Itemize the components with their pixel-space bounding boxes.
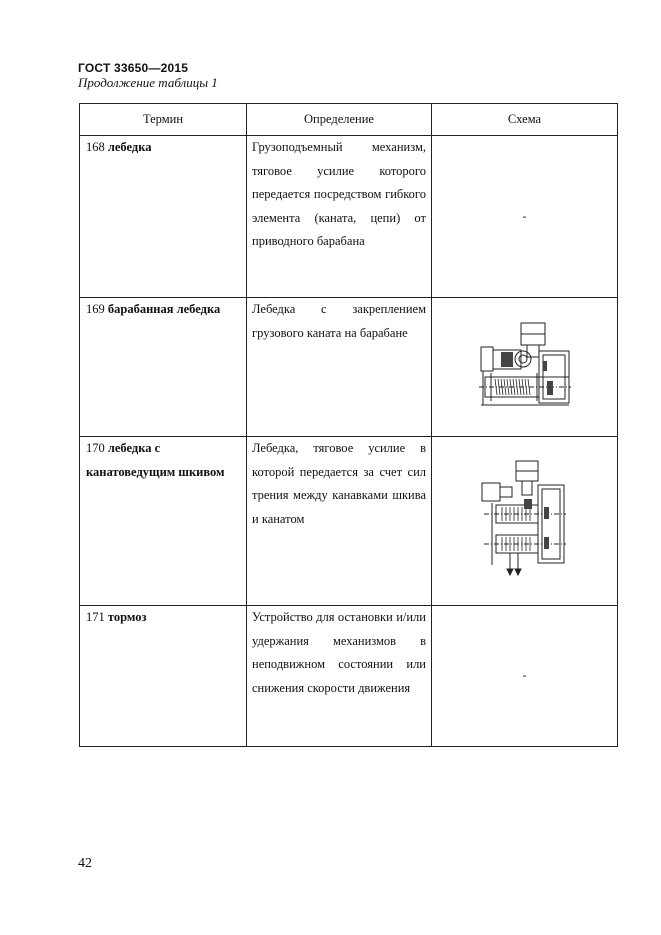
term-number: 170 xyxy=(86,441,105,455)
column-header-term: Термин xyxy=(80,104,247,136)
term-number: 169 xyxy=(86,302,105,316)
table-row xyxy=(80,606,618,747)
drum-winch-diagram xyxy=(477,321,573,413)
table-row xyxy=(80,437,618,606)
definition-cell: Устройство для остановки и/или удержания механизмов в неподвижном состоянии или снижения скорости движения xyxy=(247,606,432,747)
term-cell xyxy=(80,606,247,747)
term-name: барабанная лебедка xyxy=(107,302,221,316)
term-number: 168 xyxy=(86,140,105,154)
standard-designation: ГОСТ 33650—2015 xyxy=(78,61,189,75)
page-number: 42 xyxy=(78,856,92,871)
term-cell xyxy=(80,437,247,606)
terms-table xyxy=(79,103,618,747)
column-header-scheme: Схема xyxy=(432,104,618,136)
term-name: лебедка xyxy=(107,140,152,154)
term-name: лебедка с канатоведущим шкивом xyxy=(86,441,225,479)
term-cell xyxy=(80,136,247,298)
scheme-dash: - xyxy=(522,208,527,223)
traction-sheave-winch-diagram xyxy=(480,459,570,579)
term-cell xyxy=(80,298,247,437)
term-name: тормоз xyxy=(107,610,147,624)
table-row xyxy=(80,136,618,298)
scheme-cell xyxy=(432,606,618,747)
definition-cell: Лебедка, тяговое усилие в которой передается за счет сил трения между канавками шкива и канатом xyxy=(247,437,432,606)
definition-cell: Грузоподъемный механизм, тяговое усилие которого передается посредством гибкого элемента (каната, цепи) от приводного барабана xyxy=(247,136,432,298)
term-number: 171 xyxy=(86,610,105,624)
scheme-dash: - xyxy=(522,668,527,683)
scheme-cell xyxy=(432,298,618,437)
table-row xyxy=(80,298,618,437)
table-continuation-label: Продолжение таблицы 1 xyxy=(78,75,218,90)
column-header-definition: Определение xyxy=(247,104,432,136)
scheme-cell xyxy=(432,437,618,606)
table-header-row xyxy=(80,104,618,136)
scheme-cell xyxy=(432,136,618,298)
definition-cell: Лебедка с закреплением грузового каната на барабане xyxy=(247,298,432,437)
